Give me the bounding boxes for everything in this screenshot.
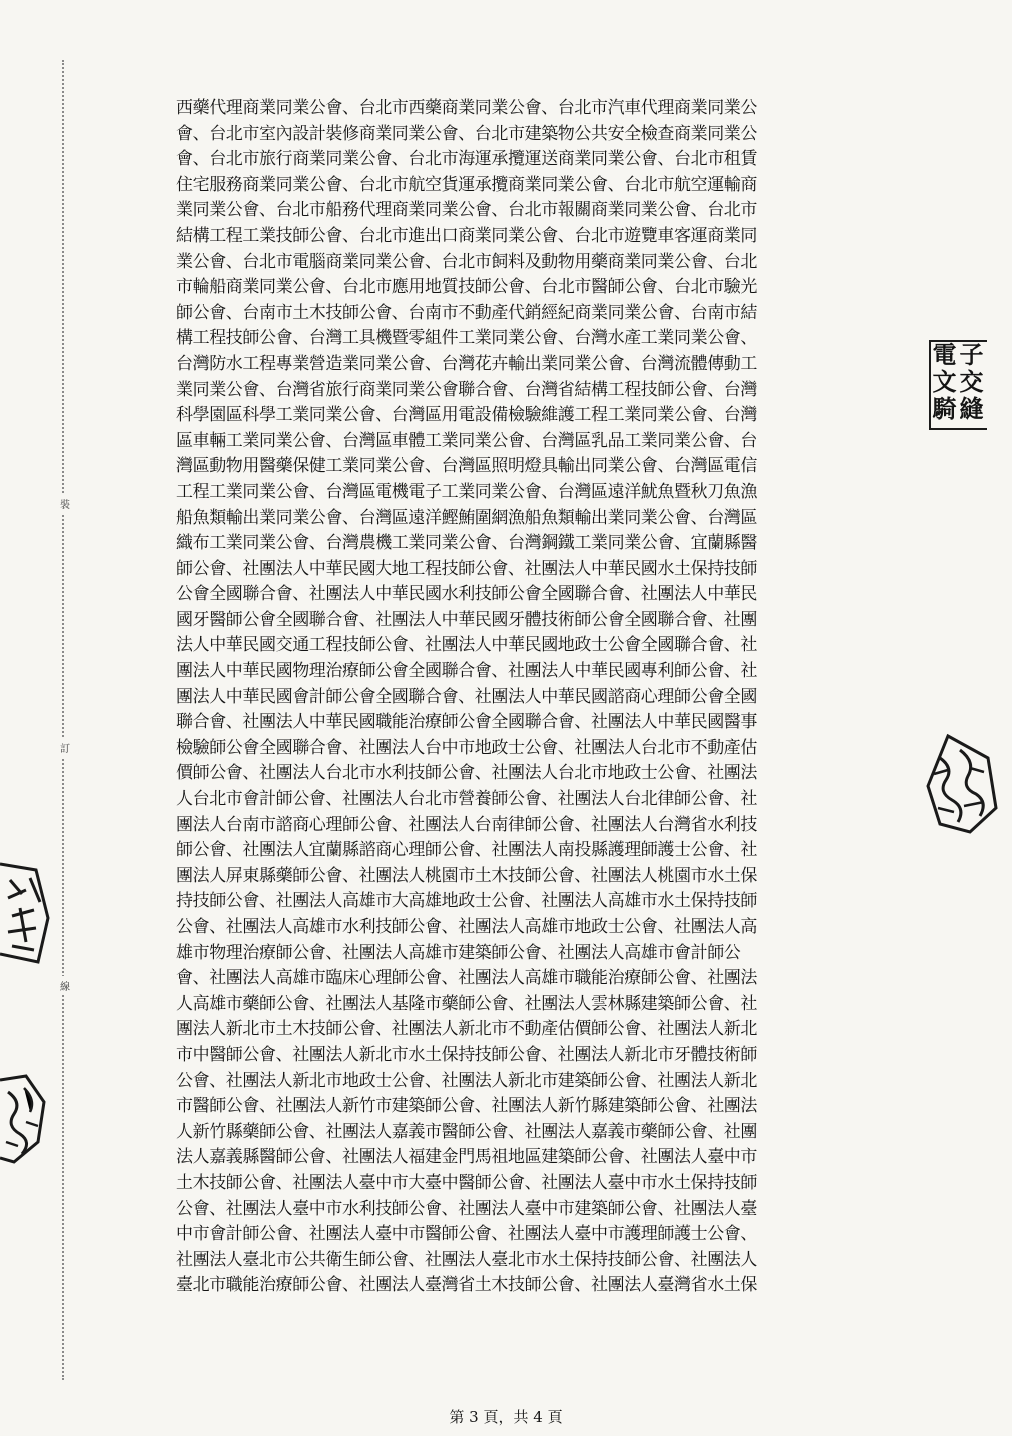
text-line: 人新竹縣藥師公會、社團法人嘉義市醫師公會、社團法人嘉義市藥師公會、社團 (176, 1121, 757, 1142)
text-line: 師公會、社團法人中華民國大地工程技師公會、社團法人中華民國水土保持技師 (176, 558, 757, 579)
text-line: 市輪船商業同業公會、台北市應用地質技師公會、台北市醫師公會、台北市驗光 (176, 277, 757, 298)
text-line: 團法人中華民國物理治療師公會全國聯合會、社團法人中華民國專利師公會、社 (176, 661, 757, 682)
binding-dotted-line (62, 60, 64, 1380)
text-line: 中市會計師公會、社團法人臺中市醫師公會、社團法人臺中市護理師護士公會、 (176, 1224, 757, 1245)
text-line: 法人中華民國交通工程技師公會、社團法人中華民國地政士公會全國聯合會、社 (176, 635, 757, 656)
text-line: 業同業公會、台灣省旅行商業同業公會聯合會、台灣省結構工程技師公會、台灣 (176, 379, 757, 400)
seam-stamp-icon (918, 728, 1002, 840)
text-line: 法人嘉義縣醫師公會、社團法人福建金門馬祖地區建築師公會、社團法人臺中市 (176, 1147, 757, 1168)
text-line: 織布工業同業公會、台灣農機工業同業公會、台灣鋼鐵工業同業公會、宜蘭縣醫 (176, 533, 757, 554)
text-line: 業同業公會、台北市船務代理商業同業公會、台北市報關商業同業公會、台北市 (176, 200, 757, 221)
text-line: 團法人屏東縣藥師公會、社團法人桃園市土木技師公會、社團法人桃園市水土保 (176, 865, 757, 886)
text-line: 團法人中華民國會計師公會全國聯合會、社團法人中華民國諮商心理師公會全國 (176, 686, 757, 707)
text-line: 業公會、台北市電腦商業同業公會、台北市飼料及動物用藥商業同業公會、台北 (176, 251, 757, 272)
text-line: 公會、社團法人臺中市水利技師公會、社團法人臺中市建築師公會、社團法人臺 (176, 1198, 757, 1219)
seal-char: 子 (959, 341, 984, 369)
seal-char: 縫 (959, 395, 984, 423)
seal-char: 電 (932, 341, 957, 369)
seal-char: 交 (959, 368, 984, 396)
text-line: 團法人新北市土木技師公會、社團法人新北市不動產估價師公會、社團法人新北 (176, 1019, 757, 1040)
text-line: 價師公會、社團法人台北市水利技師公會、社團法人台北市地政士公會、社團法 (176, 763, 757, 784)
text-line: 師公會、台南市土木技師公會、台南市不動產代銷經紀商業同業公會、台南市結 (176, 302, 757, 323)
text-line: 團法人台南市諮商心理師公會、社團法人台南律師公會、社團法人台灣省水利技 (176, 814, 757, 835)
text-line: 船魚類輸出業同業公會、台灣區遠洋鰹鮪圍網漁船魚類輸出業同業公會、台灣區 (176, 507, 757, 528)
text-line: 持技師公會、社團法人高雄市大高雄地政士公會、社團法人高雄市水土保持技師 (176, 891, 757, 912)
text-line: 人高雄市藥師公會、社團法人基隆市藥師公會、社團法人雲林縣建築師公會、社 (176, 993, 757, 1014)
text-line: 會、台北市室內設計裝修商業同業公會、台北市建築物公共安全檢查商業同業公 (176, 123, 757, 144)
page-number-footer: 第 3 頁，共 4 頁 (449, 1408, 563, 1426)
text-line: 西藥代理商業同業公會、台北市西藥商業同業公會、台北市汽車代理商業同業公 (176, 98, 757, 118)
text-line: 住宅服務商業同業公會、台北市航空貨運承攬商業同業公會、台北市航空運輸商 (176, 174, 757, 195)
text-line: 會、台北市旅行商業同業公會、台北市海運承攬運送商業同業公會、台北市租賃 (176, 149, 757, 170)
seal-char: 騎 (932, 395, 957, 423)
seam-seal-half-icon (0, 858, 56, 968)
text-line: 聯合會、社團法人中華民國職能治療師公會全國聯合會、社團法人中華民國醫事 (176, 712, 757, 733)
text-line: 臺北市職能治療師公會、社團法人臺灣省土木技師公會、社團法人臺灣省水土保 (176, 1275, 757, 1296)
document-body-text (176, 96, 892, 1299)
seam-stamp-half-icon (0, 1072, 52, 1166)
text-line: 社團法人臺北市公共衛生師公會、社團法人臺北市水土保持技師公會、社團法人 (176, 1249, 757, 1270)
text-line: 會、社團法人高雄市臨床心理師公會、社團法人高雄市職能治療師公會、社團法 (176, 968, 757, 989)
text-line: 構工程技師公會、台灣工具機暨零組件工業同業公會、台灣水產工業同業公會、 (176, 328, 757, 349)
seal-char: 文 (932, 368, 957, 396)
text-line: 灣區動物用醫藥保健工業同業公會、台灣區照明燈具輸出同業公會、台灣區電信 (176, 456, 757, 477)
electronic-seal-stamp (929, 340, 987, 430)
text-line: 市中醫師公會、社團法人新北市水土保持技師公會、社團法人新北市牙體技術師 (176, 1044, 757, 1065)
text-line: 科學園區科學工業同業公會、台灣區用電設備檢驗維護工程工業同業公會、台灣 (176, 405, 757, 426)
text-line: 土木技師公會、社團法人臺中市大臺中醫師公會、社團法人臺中市水土保持技師 (176, 1172, 757, 1193)
binding-mark-ding: 訂 (60, 738, 70, 757)
text-line: 人台北市會計師公會、社團法人台北市營養師公會、社團法人台北律師公會、社 (176, 789, 757, 810)
text-line: 公會、社團法人新北市地政士公會、社團法人新北市建築師公會、社團法人新北 (176, 1070, 757, 1091)
text-line: 結構工程工業技師公會、台北市進出口商業同業公會、台北市遊覽車客運商業同 (176, 225, 757, 246)
text-line: 市醫師公會、社團法人新竹市建築師公會、社團法人新竹縣建築師公會、社團法 (176, 1096, 757, 1117)
text-line: 國牙醫師公會全國聯合會、社團法人中華民國牙體技術師公會全國聯合會、社團 (176, 609, 757, 630)
text-line: 公會全國聯合會、社團法人中華民國水利技師公會全國聯合會、社團法人中華民 (176, 584, 757, 605)
text-line: 雄市物理治療師公會、社團法人高雄市建築師公會、社團法人高雄市會計師公 (176, 942, 741, 963)
text-line: 區車輛工業同業公會、台灣區車體工業同業公會、台灣區乳品工業同業公會、台 (176, 430, 757, 451)
text-line: 檢驗師公會全國聯合會、社團法人台中市地政士公會、社團法人台北市不動產估 (176, 737, 757, 758)
text-line: 台灣防水工程專業營造業同業公會、台灣花卉輸出業同業公會、台灣流體傳動工 (176, 353, 757, 374)
binding-mark-xian: 線 (60, 976, 70, 995)
binding-mark-zhuang: 裝 (60, 494, 70, 513)
text-line: 工程工業同業公會、台灣區電機電子工業同業公會、台灣區遠洋魷魚暨秋刀魚漁 (176, 481, 757, 502)
text-line: 公會、社團法人高雄市水利技師公會、社團法人高雄市地政士公會、社團法人高 (176, 917, 757, 937)
text-line: 師公會、社團法人宜蘭縣諮商心理師公會、社團法人南投縣護理師護士公會、社 (176, 840, 757, 861)
